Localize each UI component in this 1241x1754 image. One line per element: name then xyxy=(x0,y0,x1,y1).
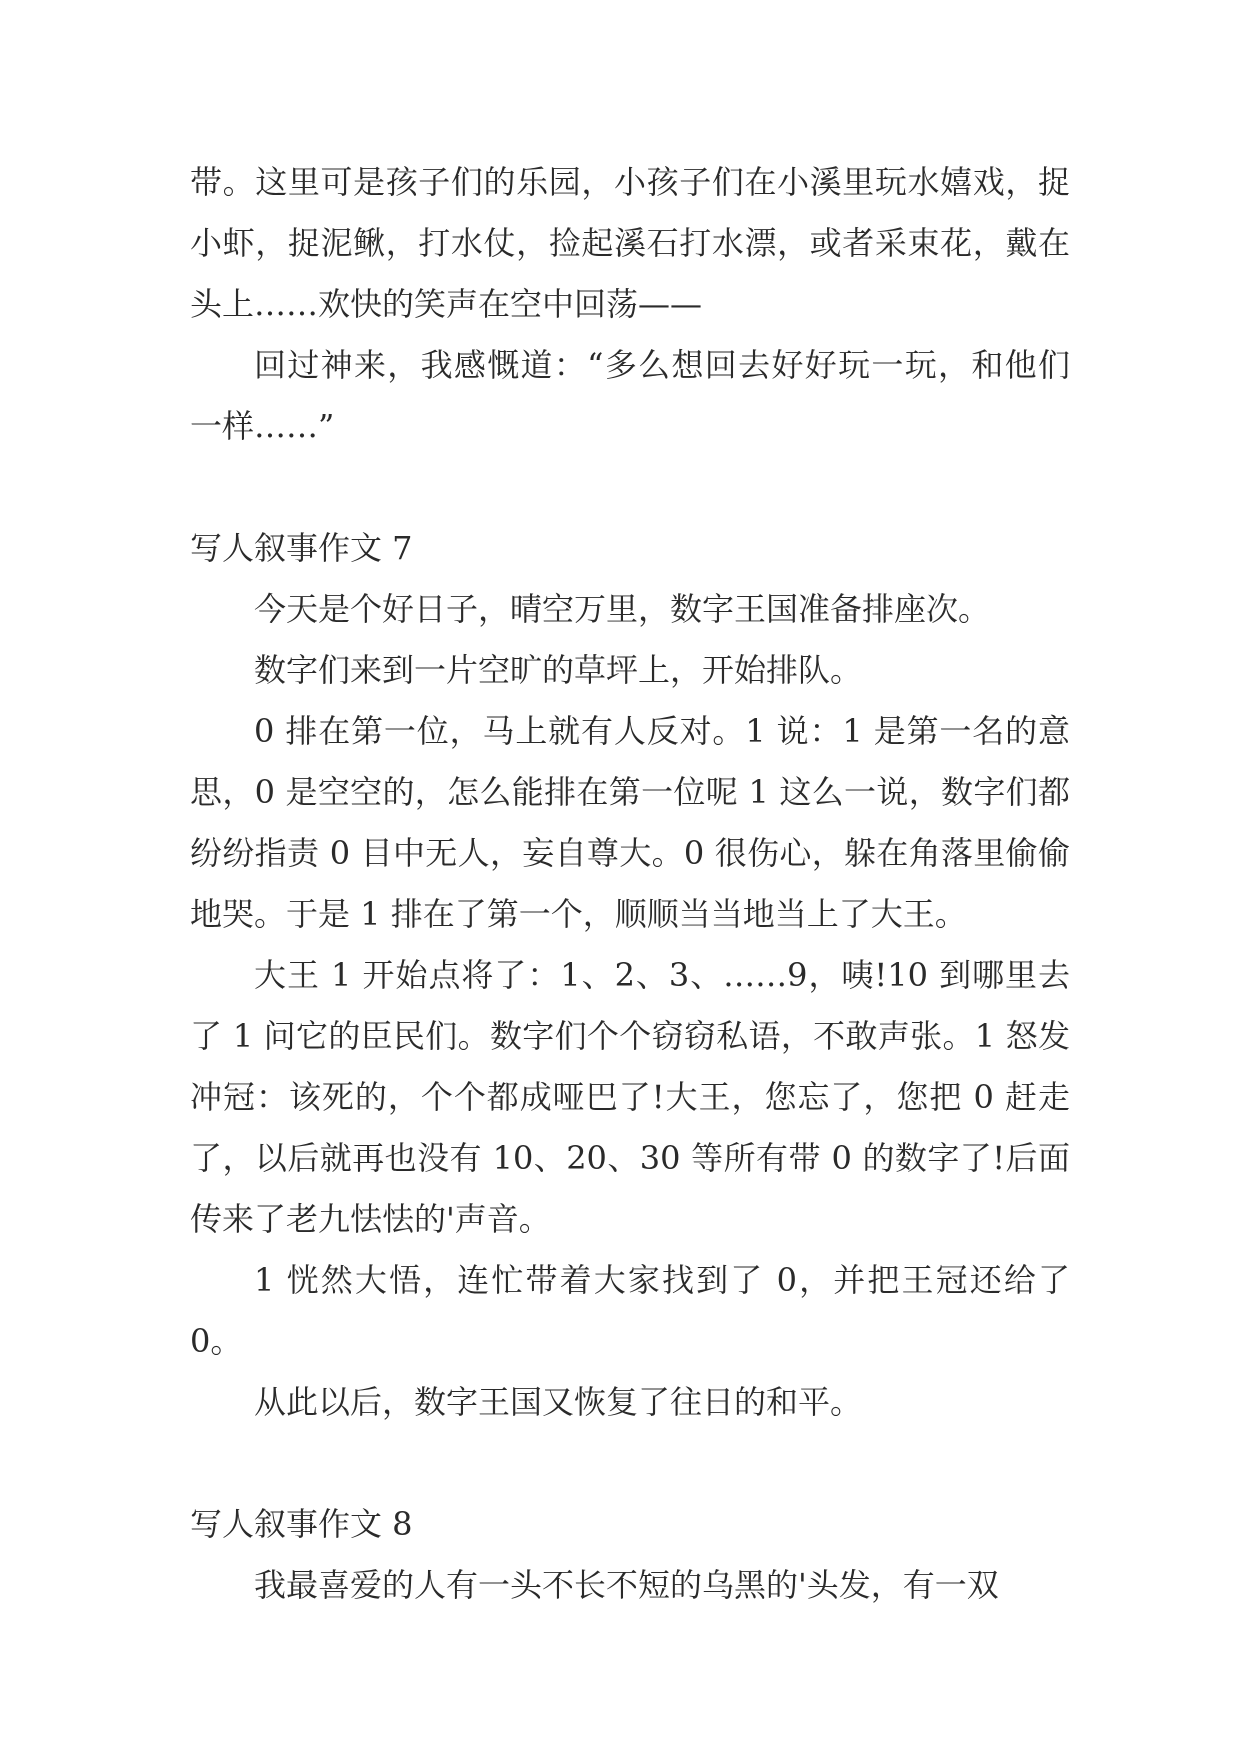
section-title: 写人叙事作文 7 xyxy=(190,529,413,567)
paragraph: 大王 1 开始点将了：1、2、3、……9，咦!10 到哪里去了 1 问它的臣民们。数字们个个窃窃私语，不敢声张。1 怒发冲冠：该死的，个个都成哑巴了!大王，您忘了，您把 0 赶走了，以后就再也没有 10、20、30 等所有带 0 的数字了!后面传来了老九怯怯的'声音。 xyxy=(190,956,1070,1238)
paragraph: 回过神来，我感慨道：“多么想回去好好玩一玩，和他们一样……” xyxy=(190,346,1070,445)
paragraph: 0 排在第一位，马上就有人反对。1 说：1 是第一名的意思，0 是空空的，怎么能排在第一位呢 1 这么一说，数字们都纷纷指责 0 目中无人，妄自尊大。0 很伤心，躲在角落里偷偷地哭。于是 1 排在了第一个，顺顺当当地当上了大王。 xyxy=(190,712,1070,933)
document-page xyxy=(190,152,1070,1616)
paragraph: 1 恍然大悟，连忙带着大家找到了 0，并把王冠还给了 0。 xyxy=(190,1261,1070,1360)
paragraph: 今天是个好日子，晴空万里，数字王国准备排座次。 xyxy=(254,590,991,628)
paragraph: 我最喜爱的人有一头不长不短的乌黑的'头发，有一双 xyxy=(254,1566,999,1604)
paragraph: 带。这里可是孩子们的乐园，小孩子们在小溪里玩水嬉戏，捉小虾，捉泥鳅，打水仗，捡起溪石打水漂，或者采束花，戴在头上……欢快的笑声在空中回荡—— xyxy=(190,163,1070,323)
section-title: 写人叙事作文 8 xyxy=(190,1505,413,1543)
paragraph: 从此以后，数字王国又恢复了往日的和平。 xyxy=(254,1383,863,1421)
paragraph: 数字们来到一片空旷的草坪上，开始排队。 xyxy=(254,651,863,689)
